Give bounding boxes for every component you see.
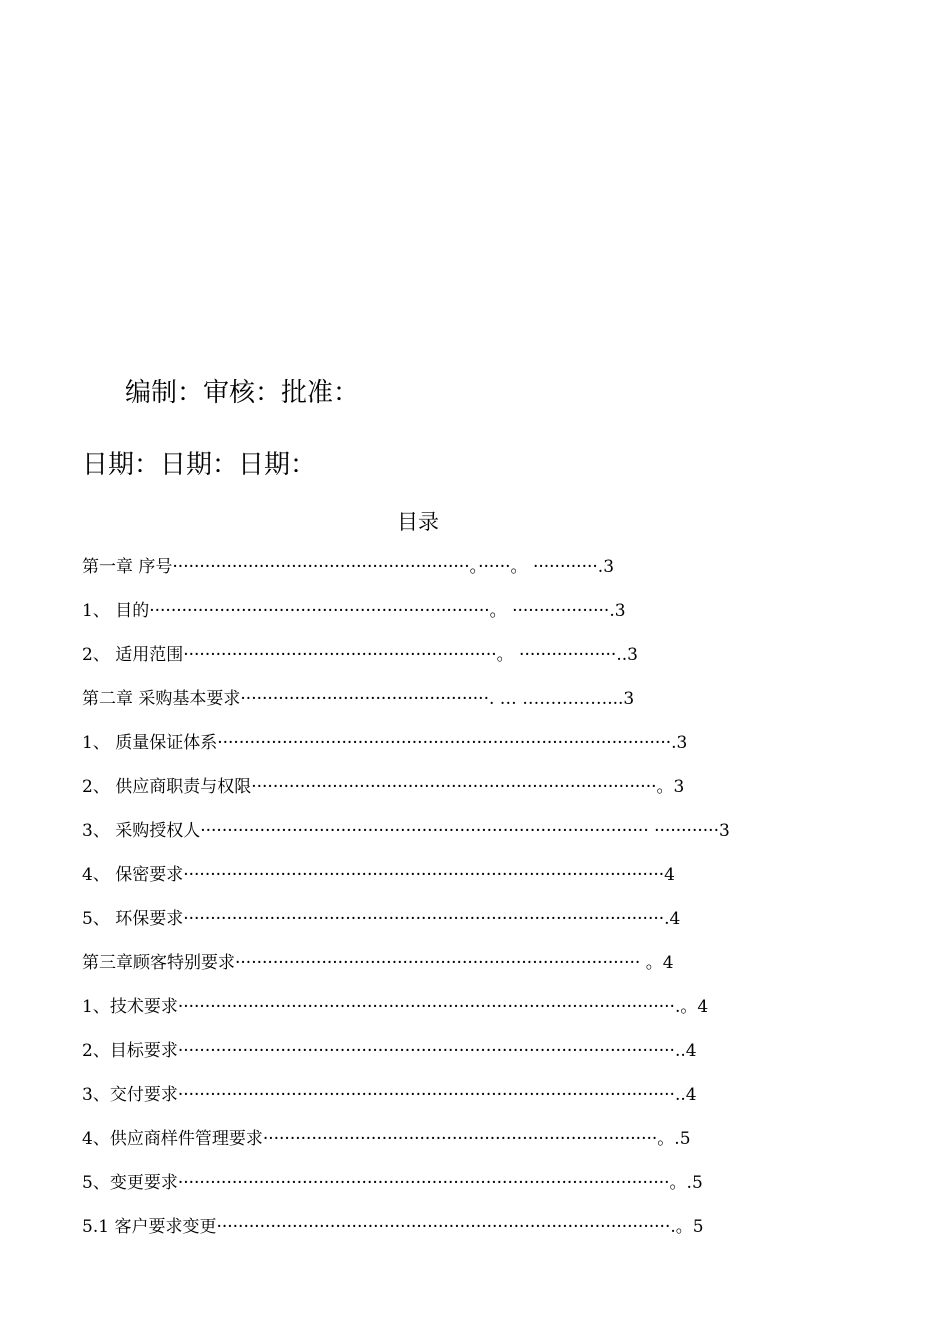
toc-entry[interactable]: 1、技术要求····························································································.。4 [82,997,709,1017]
toc-entry[interactable]: 5.1 客户要求变更····················································································.。5 [82,1217,704,1237]
toc-entry[interactable]: 第三章顾客特别要求··········································································· 。4 [82,953,674,973]
toc-entry[interactable]: 2、目标要求····························································································..4 [82,1041,697,1061]
toc-entry[interactable]: 3、交付要求····························································································..4 [82,1085,697,1105]
toc-title: 目录 [397,510,439,534]
toc-entry[interactable]: 4、供应商样件管理要求·········································································。.5 [82,1129,691,1149]
date-line: 日期：日期：日期： [82,450,317,480]
toc-entry[interactable]: 2、 适用范围··························································。 ··················..3 [82,645,638,665]
toc-entry[interactable]: 1、 质量保证体系····················································································.3 [82,733,688,753]
toc-entry[interactable]: 第一章 序号·······················································。······。 ············.3 [82,557,615,577]
toc-entry[interactable]: 第二章 采购基本要求··············································. … ……………...3 [82,689,635,709]
toc-entry[interactable]: 4、 保密要求·························································································4 [82,865,675,885]
toc-entry[interactable]: 3、 采购授权人··················································································· ············3 [82,821,730,841]
toc-entry[interactable]: 5、 环保要求·························································································.4 [82,909,681,929]
toc-entry[interactable]: 5、变更要求···························································································。.5 [82,1173,703,1193]
signature-line: 编制：审核：批准： [125,378,360,408]
toc-entry[interactable]: 1、 目的·······························································。 ··················.3 [82,601,626,621]
toc-entry[interactable]: 2、 供应商职责与权限···········································································。3 [82,777,685,797]
